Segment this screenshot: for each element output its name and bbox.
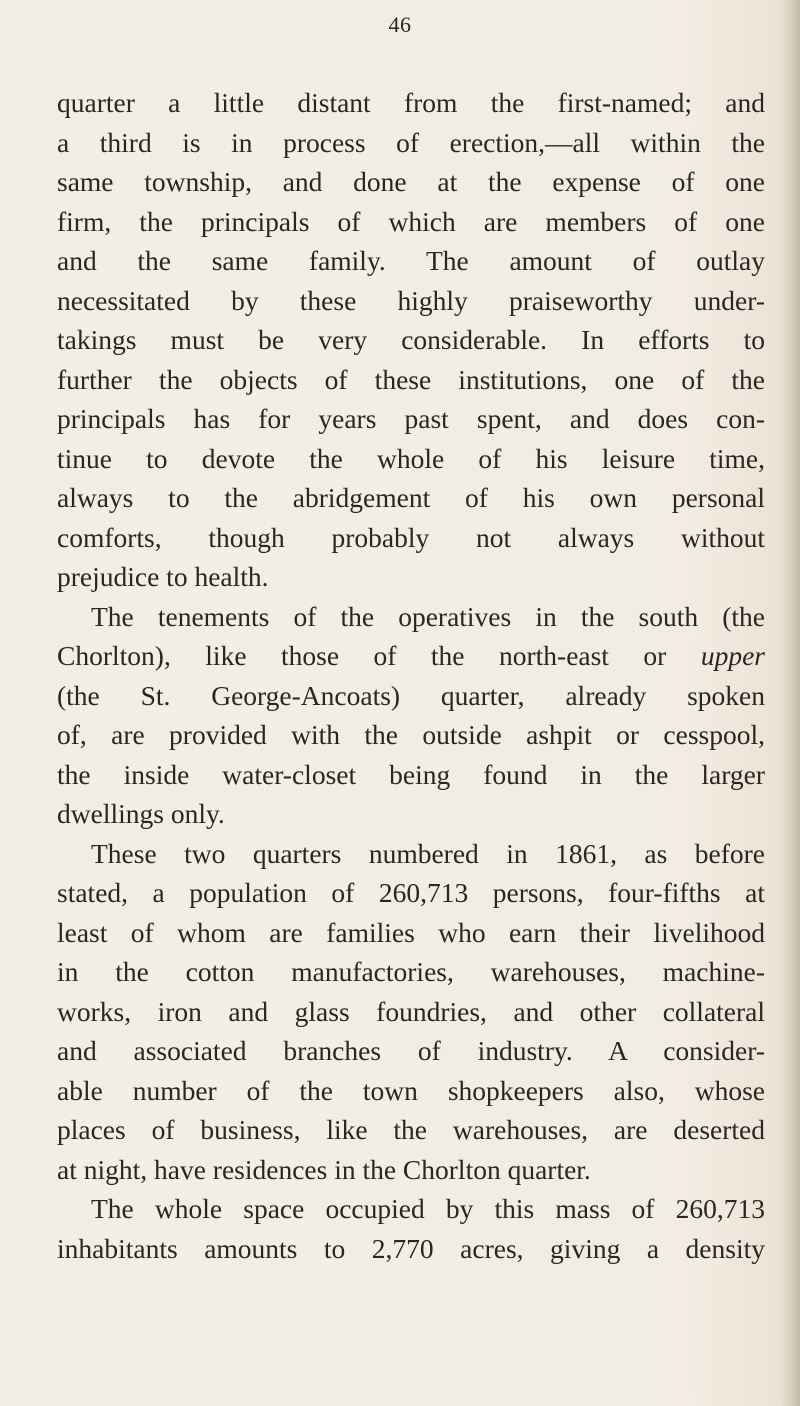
text-line-content: tinue to devote the whole of his leisure time, <box>57 442 765 474</box>
text-line-content: same township, and done at the expense of one <box>57 166 765 197</box>
text-line <box>57 518 765 558</box>
text-line-content: a third is in process of erection,—all within the <box>57 126 765 158</box>
text-line-content: further the objects of these institutions, one of the <box>57 363 765 395</box>
text-line <box>57 439 765 479</box>
text-line <box>57 755 765 795</box>
text-line <box>57 1110 765 1150</box>
text-line-content: least of whom are families who earn their livelihood <box>57 916 765 948</box>
text-line-content: firm, the principals of which are members of one <box>57 205 765 237</box>
page-number: 46 <box>388 12 412 37</box>
text-line-content: dwellings only. <box>57 798 225 829</box>
text-line <box>57 83 765 123</box>
text-line-content: always to the abridgement of his own personal <box>57 482 765 513</box>
text-line <box>57 241 765 281</box>
text-line-content: works, iron and glass foundries, and other collateral <box>57 995 765 1027</box>
text-line <box>57 676 765 716</box>
text-line-content: inhabitants amounts to 2,770 acres, giving a density <box>57 1232 765 1264</box>
text-line <box>57 597 765 637</box>
text-line <box>57 913 765 953</box>
text-line <box>57 834 765 874</box>
text-line-content: at night, have residences in the Chorlton quarter. <box>57 1153 591 1185</box>
text-line-content: The whole space occupied by this mass of 260,713 <box>91 1193 765 1224</box>
text-line <box>57 1150 765 1190</box>
text-line-content: the inside water-closet being found in the larger <box>57 758 765 790</box>
text-line <box>57 557 765 597</box>
text-line-content: and associated branches of industry. A consider- <box>57 1035 765 1066</box>
text-line-content: in the cotton manufactories, warehouses, machine- <box>57 956 765 987</box>
italic-word: upper <box>700 640 765 671</box>
text-line-content: Chorlton), like those of the north-east or <box>57 640 701 671</box>
page-edge-shadow <box>782 0 800 1406</box>
text-line-content: (the St. George-Ancoats) quarter, already spoken <box>57 679 765 711</box>
text-line-content: of, are provided with the outside ashpit or cesspool, <box>57 719 765 750</box>
text-line-content: and the same family. The amount of outlay <box>57 245 765 276</box>
text-line-content: necessitated by these highly praiseworthy under- <box>57 284 765 316</box>
text-line-content: prejudice to health. <box>57 561 269 592</box>
text-line <box>57 1071 765 1111</box>
text-line <box>57 1031 765 1071</box>
text-line <box>57 715 765 755</box>
text-line <box>57 320 765 360</box>
text-line <box>57 202 765 242</box>
text-line-content: principals has for years past spent, and does con- <box>57 403 765 434</box>
text-line <box>57 281 765 321</box>
text-line <box>57 992 765 1032</box>
text-line-content: able number of the town shopkeepers also, whose <box>57 1074 765 1106</box>
text-line <box>57 952 765 992</box>
text-line <box>57 162 765 202</box>
text-line <box>57 1229 765 1269</box>
text-line-content: stated, a population of 260,713 persons, four-fifths at <box>57 877 765 908</box>
text-line-content: These two quarters numbered in 1861, as before <box>91 837 765 869</box>
text-line <box>57 478 765 518</box>
text-line-content: The tenements of the operatives in the south (the <box>91 600 765 632</box>
text-line <box>57 1189 765 1229</box>
text-line-content: comforts, though probably not always without <box>57 521 765 553</box>
text-line-content: quarter a little distant from the first-named; and <box>57 87 765 118</box>
text-line-content: takings must be very considerable. In efforts to <box>57 324 765 355</box>
text-line <box>57 360 765 400</box>
text-line <box>57 873 765 913</box>
text-line <box>57 636 765 676</box>
text-line-content: places of business, like the warehouses, are deserted <box>57 1114 765 1145</box>
body-text <box>57 83 765 1268</box>
text-line <box>57 399 765 439</box>
text-line <box>57 123 765 163</box>
text-line <box>57 794 765 834</box>
